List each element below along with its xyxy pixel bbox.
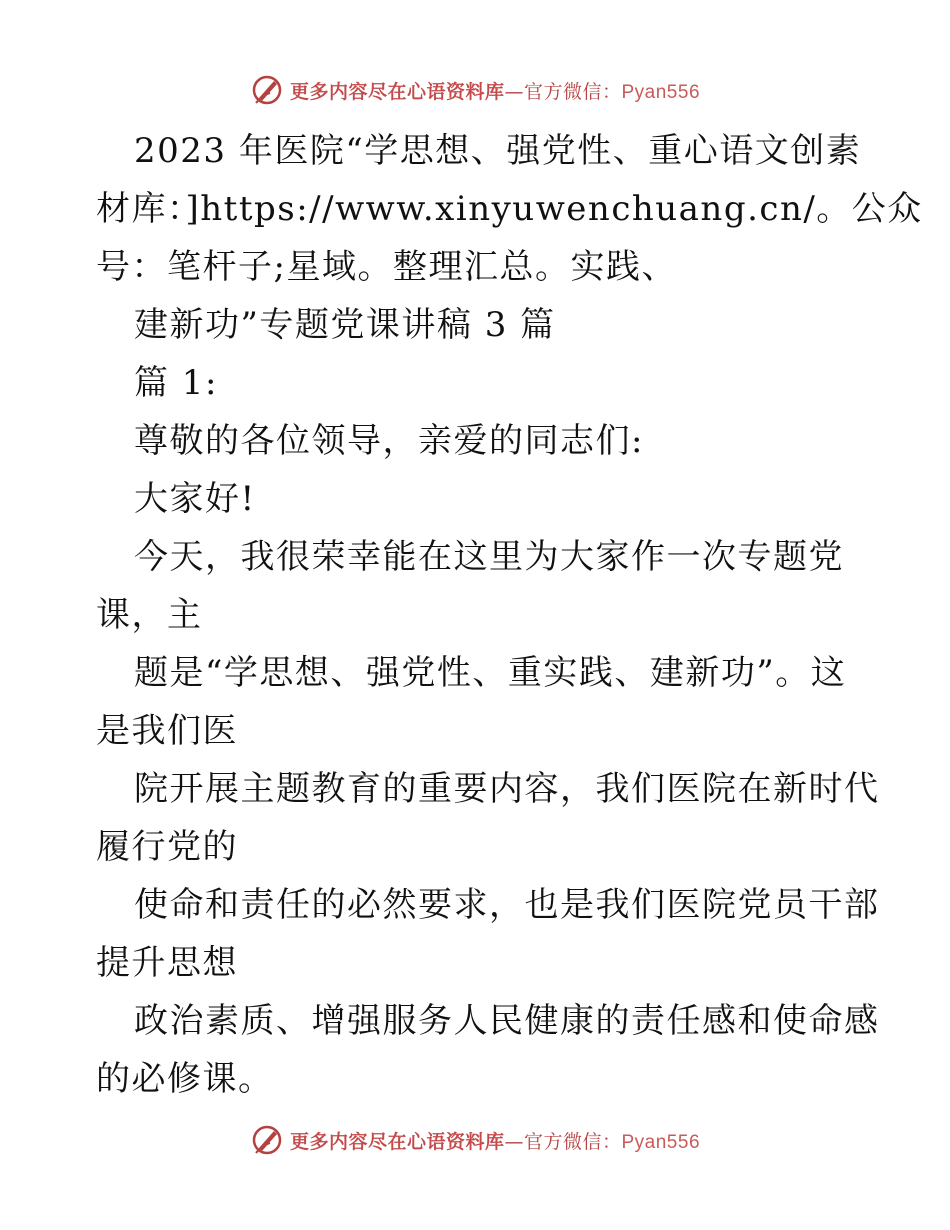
pen-logo-icon — [250, 73, 284, 107]
doc-line-10: 题是“学思想、强党性、重实践、建新功”。这 — [134, 653, 847, 693]
doc-line-17: 的必修课。 — [96, 1059, 274, 1099]
header-banner-text — [290, 77, 700, 104]
pen-logo-icon — [250, 1123, 284, 1157]
doc-line-5: 篇 1: — [134, 363, 218, 403]
doc-line-7: 大家好! — [134, 479, 256, 519]
doc-line-11: 是我们医 — [96, 711, 238, 751]
doc-line-8: 今天，我很荣幸能在这里为大家作一次专题党 — [134, 537, 844, 577]
doc-line-14: 使命和责任的必然要求，也是我们医院党员干部 — [134, 885, 880, 925]
footer-handle: Pyan556 — [621, 1131, 701, 1153]
doc-line-12: 院开展主题教育的重要内容，我们医院在新时代 — [134, 769, 880, 809]
footer-label: 官方微信： — [523, 1130, 622, 1153]
header-dash: — — [504, 80, 524, 103]
document-body — [0, 122, 950, 1108]
header-handle: Pyan556 — [621, 81, 701, 103]
footer-banner-inner — [250, 1123, 700, 1157]
header-banner — [0, 70, 950, 110]
footer-banner-text — [290, 1127, 700, 1154]
header-banner-inner — [250, 73, 700, 107]
doc-line-4: 建新功”专题党课讲稿 3 篇 — [134, 305, 556, 345]
doc-line-6: 尊敬的各位领导，亲爱的同志们: — [134, 421, 644, 461]
doc-line-16: 政治素质、增强服务人民健康的责任感和使命感 — [134, 1001, 880, 1041]
footer-main-text: 更多内容尽在心语资料库 — [289, 1130, 505, 1153]
doc-line-13: 履行党的 — [96, 827, 238, 867]
doc-line-2: 材库：]https://www.xinyuwenchuang.cn/。公众 — [96, 189, 923, 229]
footer-dash: — — [504, 1130, 524, 1153]
doc-line-1: 2023 年医院“学思想、强党性、重心语文创素 — [134, 131, 862, 171]
footer-banner — [0, 1120, 950, 1160]
doc-line-15: 提升思想 — [96, 943, 238, 983]
header-main-text: 更多内容尽在心语资料库 — [289, 80, 505, 103]
header-label: 官方微信： — [523, 80, 622, 103]
doc-line-3: 号：笔杆子;星域。整理汇总。实践、 — [96, 247, 677, 287]
doc-line-9: 课，主 — [96, 595, 203, 635]
